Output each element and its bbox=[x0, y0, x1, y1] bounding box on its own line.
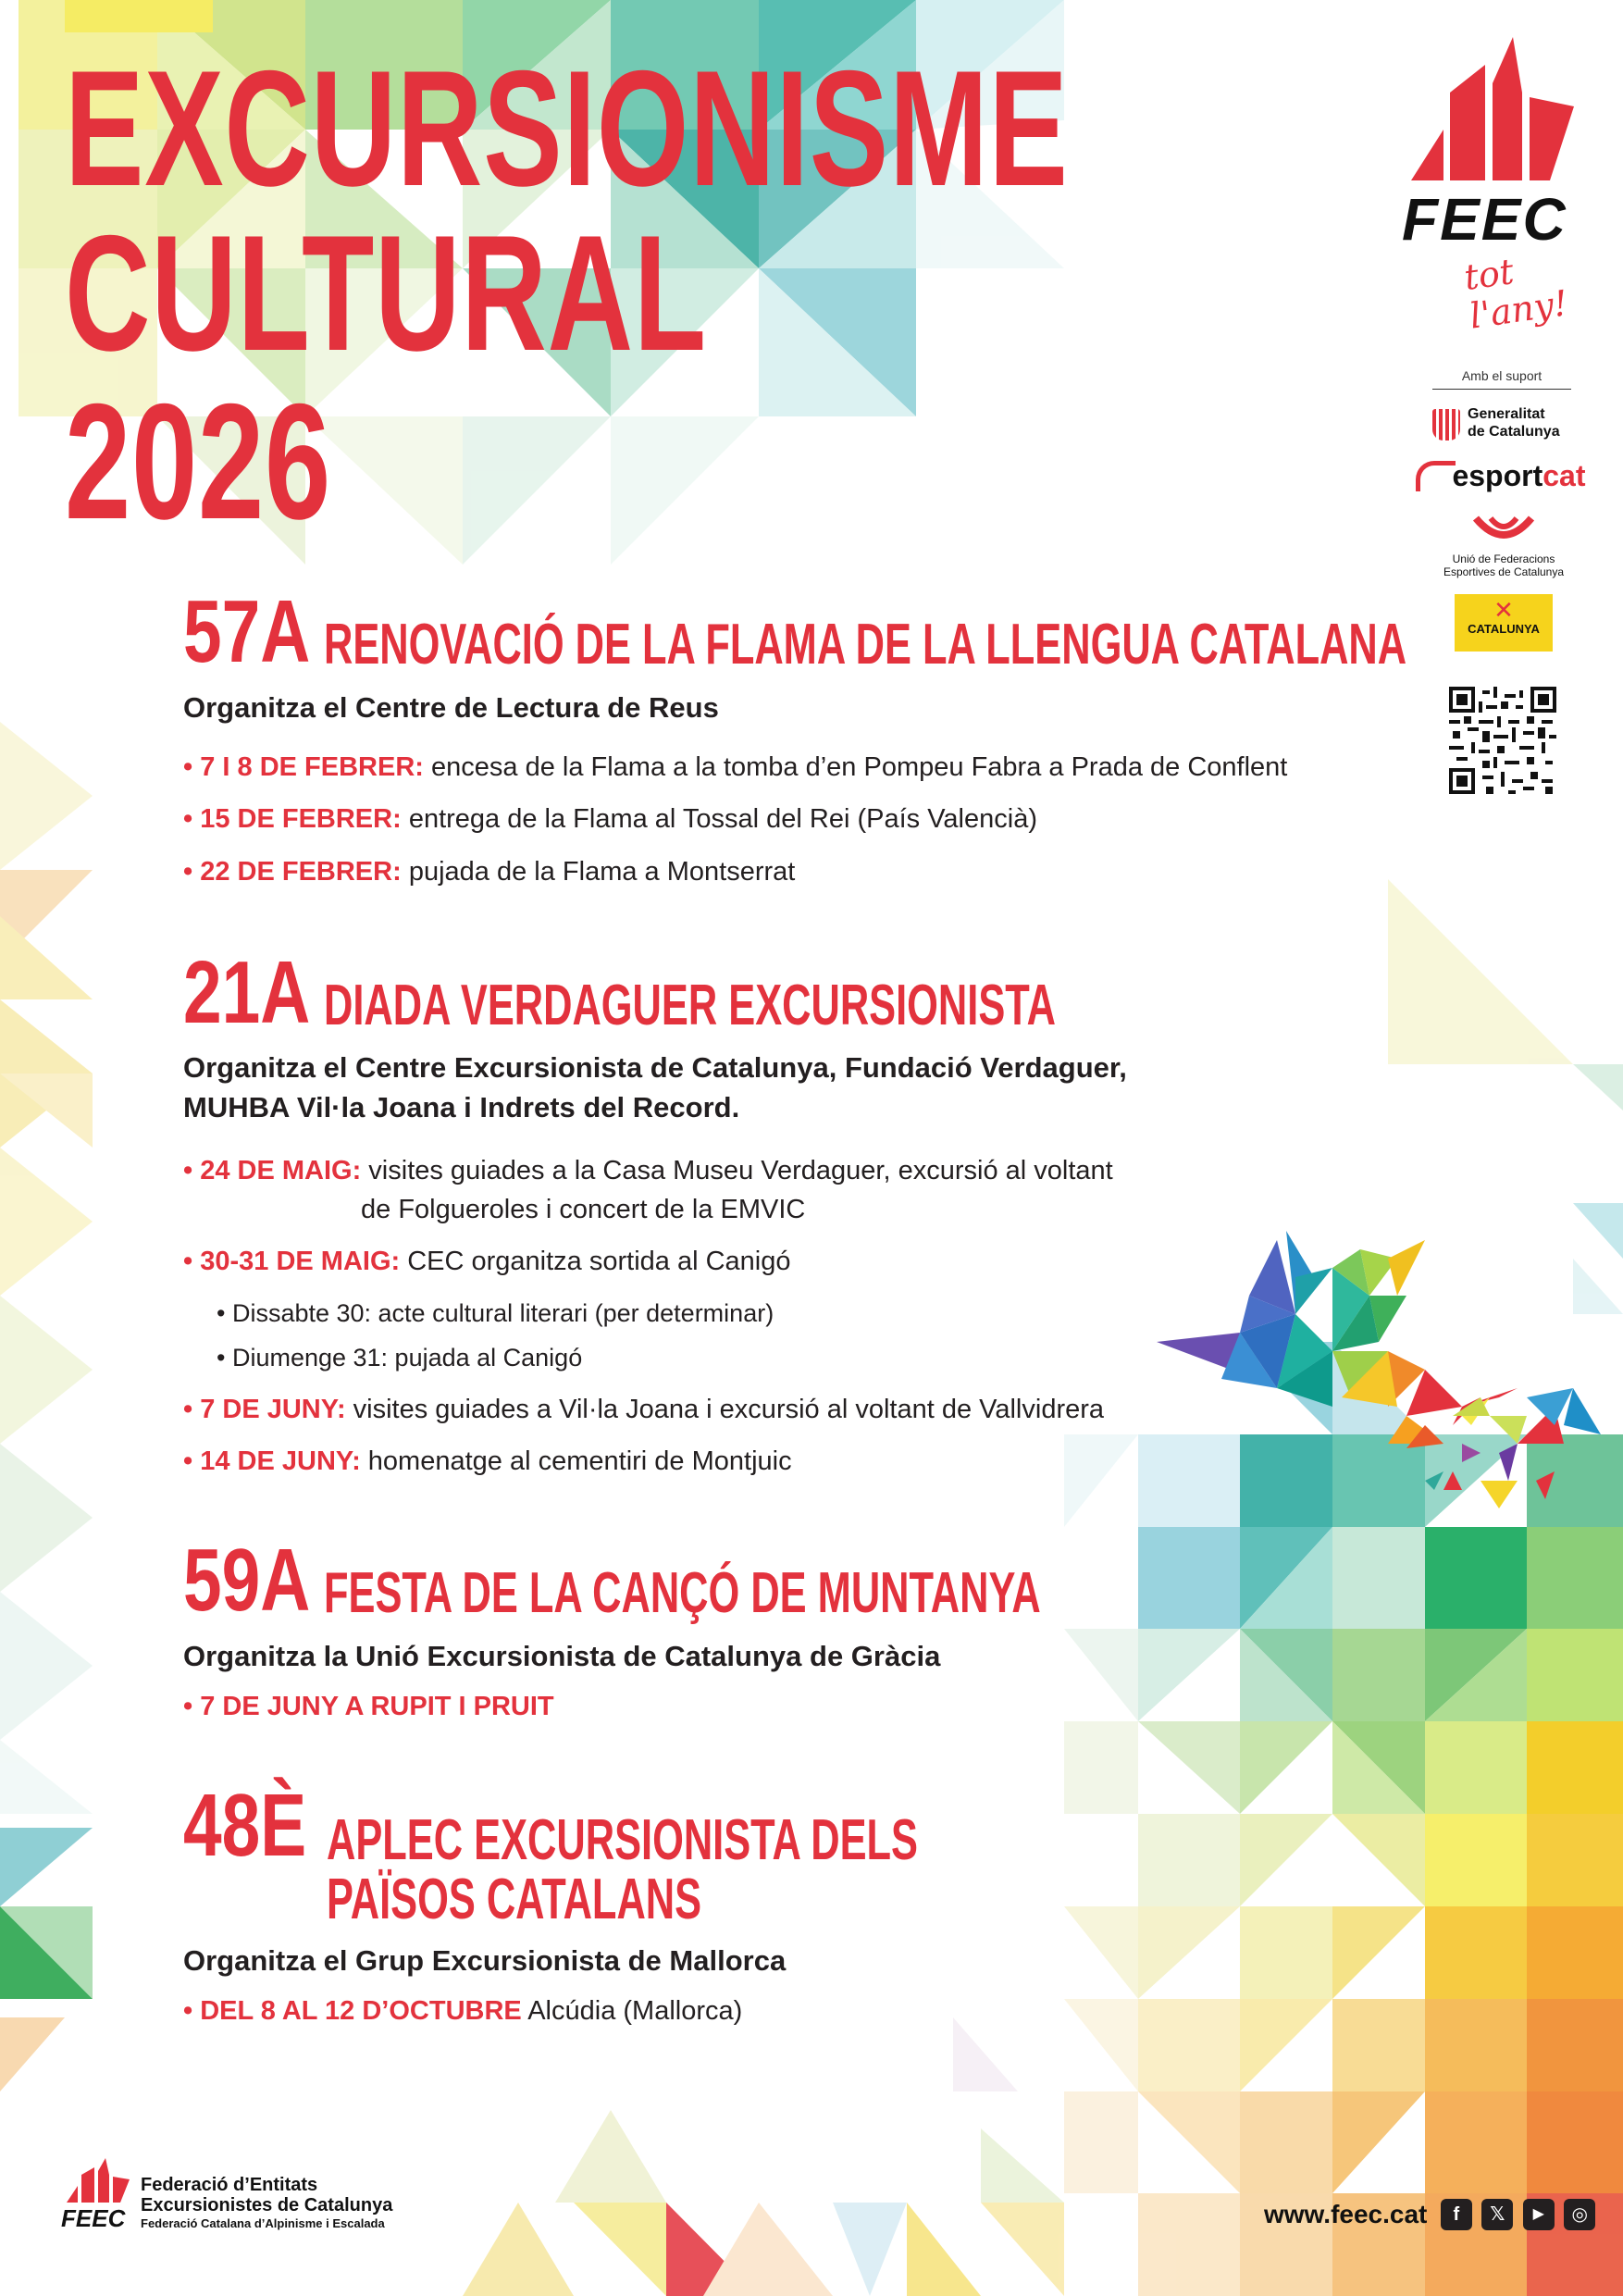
esportcat-logo bbox=[1416, 459, 1601, 502]
section-title: DIADA VERDAGUER EXCURSIONISTA bbox=[324, 974, 1056, 1037]
generalitat-line1: Generalitat bbox=[1468, 406, 1545, 422]
sub-list-item: • Dissabte 30: acte cultural literari (per determinar) bbox=[217, 1299, 774, 1327]
list-item: • 7 DE JUNY: visites guiades a Vil·la Joana i excursió al voltant de Vallvidrera bbox=[183, 1395, 1105, 1424]
esportcat-cat: cat bbox=[1542, 459, 1586, 492]
section-organizer-line1: Organitza el Centre Excursionista de Catalunya, Fundació Verdaguer, bbox=[183, 1051, 1127, 1084]
feec-logo-text: FEEC bbox=[1402, 186, 1567, 253]
feec-mountain-icon bbox=[1393, 28, 1587, 194]
section-title: FESTA DE LA CANÇÓ DE MUNTANYA bbox=[324, 1561, 1041, 1625]
list-item: • 7 I 8 DE FEBRER: encesa de la Flama a la tomba d’en Pompeu Fabra a Prada de Conflent bbox=[183, 752, 1288, 782]
ufec-emblem-icon bbox=[1467, 515, 1541, 548]
x-icon[interactable]: 𝕏 bbox=[1481, 2199, 1513, 2230]
youtube-icon[interactable]: ▶ bbox=[1523, 2199, 1555, 2230]
section-ordinal: 59A bbox=[183, 1531, 311, 1630]
list-item: • 14 DE JUNY: homenatge al cementiri de Montjuic bbox=[183, 1446, 792, 1476]
list-item: • DEL 8 AL 12 D’OCTUBRE Alcúdia (Mallorca) bbox=[183, 1996, 743, 2026]
esportcat-swoosh-icon bbox=[1416, 461, 1456, 491]
section-organizer: Organitza la Unió Excursionista de Catalunya de Gràcia bbox=[183, 1640, 941, 1672]
list-item-continuation: de Folgueroles i concert de la EMVIC bbox=[361, 1195, 806, 1224]
sub-list-item: • Diumenge 31: pujada al Canigó bbox=[217, 1344, 583, 1371]
website-link[interactable]: www.feec.cat bbox=[1264, 2200, 1428, 2228]
footer-feec-logo bbox=[61, 2156, 431, 2249]
section-canco bbox=[183, 1531, 1041, 1630]
ufec-line1: Unió de Federacions bbox=[1452, 552, 1555, 565]
title-line-2: CULTURAL bbox=[65, 201, 707, 385]
esportcat-text: esport bbox=[1452, 459, 1543, 492]
footer-feec-short: FEEC bbox=[61, 2204, 126, 2232]
list-item: • 7 DE JUNY A RUPIT I PRUIT bbox=[183, 1692, 554, 1721]
feec-slogan: tot l'any! bbox=[1461, 251, 1571, 337]
facebook-icon[interactable]: f bbox=[1441, 2199, 1472, 2230]
feec-mountain-small-icon bbox=[61, 2156, 137, 2204]
section-aplec bbox=[183, 1776, 919, 1931]
list-item: • 24 DE MAIG: visites guiades a la Casa Museu Verdaguer, excursió al voltant bbox=[183, 1156, 1113, 1185]
feec-logo bbox=[1393, 28, 1596, 337]
ufec-logo bbox=[1420, 515, 1587, 578]
section-title-line2: PAÏSOS CATALANS bbox=[327, 1868, 702, 1931]
generalitat-emblem-icon bbox=[1432, 409, 1460, 441]
title-line-3: 2026 bbox=[65, 369, 331, 553]
qr-code bbox=[1449, 686, 1556, 795]
list-item: • 22 DE FEBRER: pujada de la Flama a Montserrat bbox=[183, 857, 796, 887]
footer-links bbox=[1264, 2199, 1595, 2230]
footer-org-line2: Excursionistes de Catalunya bbox=[141, 2195, 393, 2215]
footer-org-line3: Federació Catalana d’Alpinisme i Escalada bbox=[141, 2216, 385, 2230]
catalunya-logo bbox=[1455, 594, 1553, 652]
generalitat-line2: de Catalunya bbox=[1468, 424, 1560, 440]
section-organizer: Organitza el Centre de Lectura de Reus bbox=[183, 691, 719, 724]
catalunya-text: CATALUNYA bbox=[1468, 622, 1540, 636]
section-organizer-line2: MUHBA Vil·la Joana i Indrets del Record. bbox=[183, 1091, 740, 1123]
list-item: • 15 DE FEBRER: entrega de la Flama al Tossal del Rei (País Valencià) bbox=[183, 804, 1037, 834]
instagram-icon[interactable]: ◎ bbox=[1564, 2199, 1595, 2230]
section-title: RENOVACIÓ DE LA FLAMA DE LA LLENGUA CATALANA bbox=[324, 613, 1407, 676]
section-ordinal: 21A bbox=[183, 943, 311, 1042]
support-label-text: Amb el suport bbox=[1461, 368, 1542, 383]
ufec-line2: Esportives de Catalunya bbox=[1443, 565, 1565, 578]
section-flama bbox=[183, 582, 1407, 681]
section-ordinal: 48È bbox=[183, 1776, 307, 1875]
list-item: • 30-31 DE MAIG: CEC organitza sortida al Canigó bbox=[183, 1247, 791, 1276]
footer-org-line1: Federació d’Entitats bbox=[141, 2175, 318, 2195]
title-line-1: EXCURSIONISME bbox=[65, 36, 1069, 220]
catalunya-x-icon: ✕ bbox=[1493, 596, 1514, 624]
section-verdaguer bbox=[183, 943, 1056, 1042]
support-label bbox=[1432, 368, 1571, 390]
section-organizer: Organitza el Grup Excursionista de Mallorca bbox=[183, 1944, 787, 1977]
section-ordinal: 57A bbox=[183, 582, 311, 681]
generalitat-logo bbox=[1432, 405, 1580, 446]
section-title-line1: APLEC EXCURSIONISTA DELS bbox=[327, 1808, 919, 1872]
